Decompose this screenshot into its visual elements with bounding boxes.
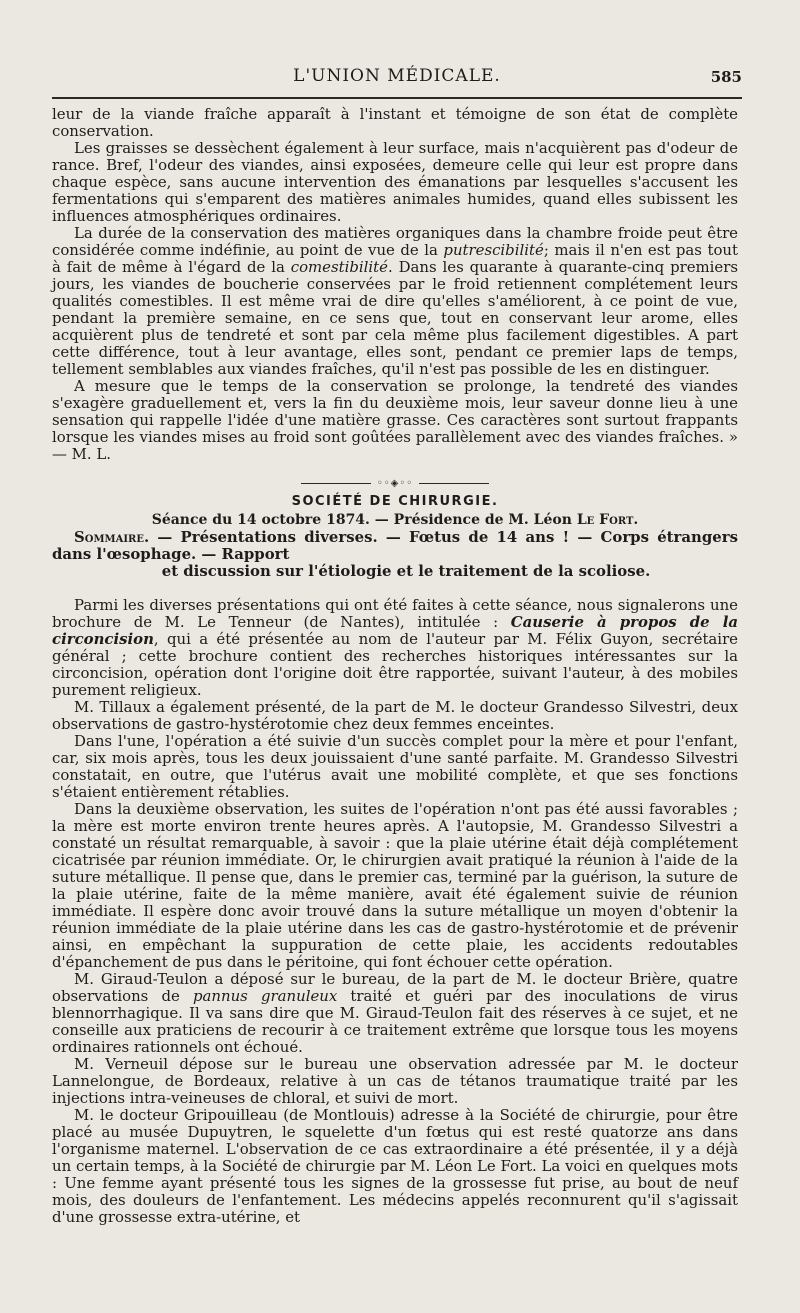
text-run: Parmi les diverses présentations qui ont été faites à cette séance, nous signalerons une brochure de M. Le Tenneur (de Nantes), intitulée : bbox=[52, 596, 738, 631]
paragraph: A mesure que le temps de la conservation se prolonge, la tendreté des viandes s'exagère graduellement et, vers la fin du deuxième mois, leur saveur donne lieu à une sensation qui rappelle l'idée d'une matière grasse. Ces caractères sont surtout frappants lorsque les viandes mises au froid sont goûtées parallèlement avec des viandes fraîches. » — M. L. bbox=[52, 377, 738, 463]
paragraph: Dans l'une, l'opération a été suivie d'un succès complet pour la mère et pour l'enfant, car, six mois après, tous les deux jouissaient d'une santé parfaite. M. Grandesso Silvestri constatait, en outre, que l'utérus avait une mobilité complète, et que ses fonctions s'étaient entièrement rétablies. bbox=[52, 732, 738, 801]
section-heading bbox=[52, 477, 738, 529]
paragraph bbox=[52, 597, 738, 699]
paragraph: leur de la viande fraîche apparaît à l'instant et témoigne de son état de complète conservation. bbox=[52, 105, 738, 140]
running-title: L'UNION MÉDICALE. bbox=[293, 66, 501, 86]
italic-title: Causerie à propos de la circoncision bbox=[52, 613, 739, 648]
paragraph: M. Verneuil dépose sur le bureau une observation adressée par M. le docteur Lannelongue, de Bordeaux, relative à un cas de tétanos traumatique traité par les injections intra-veineuses de chloral, et suivi de mort. bbox=[52, 1055, 738, 1107]
ornament-icon: ◦◦◈◦◦ bbox=[376, 477, 414, 489]
italic-term: comestibilité bbox=[290, 258, 388, 276]
text-run: traité et guéri par des inoculations de virus blennorrhagique. Il va sans dire que M. Giraud-Teulon fait des réserves à ce sujet, et ne conseille aux praticiens de recourir à ce traitement extrême que lorsque tous les moyens ordinaires rationnels ont échoué. bbox=[52, 987, 738, 1056]
text-run: Séance du 14 octobre 1874. — Présidence de M. Léon bbox=[151, 512, 577, 528]
paragraph: M. le docteur Gripouilleau (de Montlouis) adresse à la Société de chirurgie, pour être placé au musée Dupuytren, le squelette d'un fœtus qui est resté quatorze ans dans l'organisme maternel. L'observation de ce cas extraordinaire a été présentée, il y a déjà un certain temps, à la Société de chirurgie par M. Léon Le Fort. La voici en quelques mots : Une femme ayant présenté tous les signes de la grossesse fut prise, au bout de neuf mois, des douleurs de l'enfantement. Les médecins appelés reconnurent qu'il s'agissait d'une grossesse extra-utérine, et bbox=[52, 1106, 738, 1226]
paragraph: M. Tillaux a également présenté, de la part de M. le docteur Grandesso Silvestri, deux observations de gastro-hystérotomie chez deux femmes enceintes. bbox=[52, 698, 738, 733]
header-rule bbox=[52, 97, 742, 99]
summary-continuation: et discussion sur l'étiologie et le traitement de la scoliose. bbox=[161, 562, 651, 580]
paragraph: Dans la deuxième observation, les suites de l'opération n'ont pas été aussi favorables ; la mère est morte environ trente heures après. A l'autopsie, M. Grandesso Silvestri a constaté un résultat remarquable, à savoir : que la plaie utérine était déjà complétement cicatrisée par réunion immédiate. Or, le chirurgien avait pratiqué la réunion à l'aide de la suture métallique. Il pense que, dans le premier cas, terminé par la guérison, la suture de la plaie utérine, faite de la même manière, avait été également suivie de réunion immédiate. Il espère donc avoir trouvé dans la suture métallique un moyen d'obtenir la réunion immédiate de la plaie utérine dans les cas de gastro-hystérotomie et de prévenir ainsi, en empêchant la suppuration de cette plaie, les accidents redoutables d'épanchement de pus dans le péritoine, qui font échouer cette opération. bbox=[52, 800, 738, 971]
rule-line bbox=[301, 483, 371, 484]
text-run: , qui a été présentée au nom de l'auteur par M. Félix Guyon, secrétaire général ; cette brochure contient des recherches historiques intéressantes sur la circoncision, opération dont l'origine doit être rapportée, suivant l'auteur, à des mobiles purement religieux. bbox=[52, 630, 738, 699]
ornamental-rule bbox=[52, 477, 738, 489]
summary bbox=[52, 529, 738, 563]
text-run: ; mais il n'en est pas tout à fait de même à l'égard de la bbox=[52, 241, 738, 276]
president-name: Le Fort bbox=[576, 512, 634, 528]
text-column bbox=[52, 106, 738, 1226]
section-title: SOCIÉTÉ DE CHIRURGIE. bbox=[291, 494, 499, 509]
text-run: . bbox=[633, 512, 639, 528]
summary-label: Sommaire bbox=[74, 528, 144, 546]
page-number: 585 bbox=[710, 68, 742, 86]
text-run: La durée de la conservation des matières organiques dans la chambre froide peut être considérée comme indéfinie, au point de vue de la bbox=[52, 224, 738, 259]
italic-term: putrescibilité bbox=[443, 241, 544, 259]
paragraph bbox=[52, 225, 738, 378]
paragraph: Les graisses se dessèchent également à leur surface, mais n'acquièrent pas d'odeur de rance. Bref, l'odeur des viandes, ainsi exposées, demeure celle qui leur est propre dans chaque espèce, sans aucune intervention des émanations par lesquelles s'accusent les fermentations qui s'emparent des matières animales humides, quand elles subissent les influences atmosphériques ordinaires. bbox=[52, 139, 738, 225]
summary-text: . — Présentations diverses. — Fœtus de 14 ans ! — Corps étrangers dans l'œsophage. — Rapport bbox=[52, 528, 738, 563]
italic-term: pannus granuleux bbox=[193, 987, 338, 1005]
rule-line bbox=[419, 483, 489, 484]
text-run: M. Giraud-Teulon a déposé sur le bureau, de la part de M. le docteur Brière, quatre observations de bbox=[52, 970, 738, 1005]
session-line bbox=[52, 512, 738, 529]
paragraph bbox=[52, 971, 738, 1056]
text-run: . Dans les quarante à quarante-cinq premiers jours, les viandes de boucherie conservées par le froid retiennent complétement leurs qualités comestibles. Il est même vrai de dire qu'elles s'améliorent, à ce point de vue, pendant la première semaine, en ce sens que, tout en conservant leur arome, elles acquièrent plus de tendreté et sont par cela même plus facilement digestibles. A part cette différence, tout à leur avantage, elles sont, pendant ce premier laps de temps, tellement semblables aux viandes fraîches, qu'il n'est pas possible de les en distinguer. bbox=[52, 258, 738, 378]
page-header bbox=[52, 60, 742, 94]
